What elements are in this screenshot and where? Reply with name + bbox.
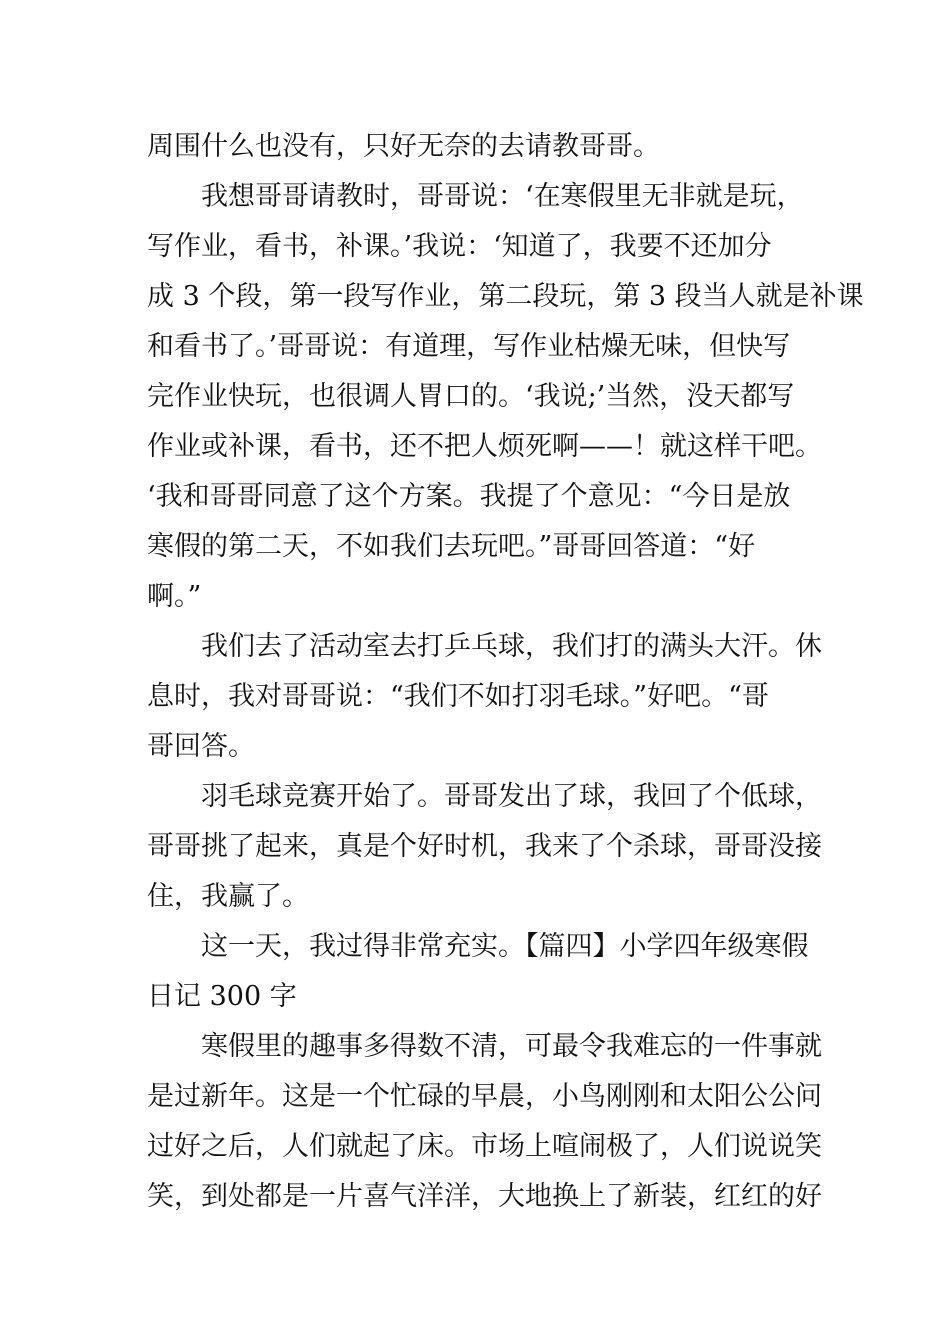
text-line: 息时，我对哥哥说：“我们不如打羽毛球。”好吧。“哥 xyxy=(147,681,769,712)
text-line: 住，我赢了。 xyxy=(147,881,309,912)
text-line: 和看书了。’哥哥说：有道理，写作业枯燥无味，但快写 xyxy=(147,331,791,362)
text-line: 日记 300 字 xyxy=(147,981,297,1012)
text-line: 啊。” xyxy=(147,581,202,612)
text-line: 寒假里的趣事多得数不清，可最令我难忘的一件事就 xyxy=(201,1031,822,1062)
text-line: 羽毛球竞赛开始了。哥哥发出了球，我回了个低球， xyxy=(201,781,822,812)
text-line: 作业或补课，看书，还不把人烦死啊——！就这样干吧。 xyxy=(147,431,822,462)
text-line: 是过新年。这是一个忙碌的早晨，小鸟刚刚和太阳公公问 xyxy=(147,1081,822,1112)
text-line: 过好之后，人们就起了床。市场上喧闹极了，人们说说笑 xyxy=(147,1131,822,1162)
text-line: ‘我和哥哥同意了这个方案。我提了个意见：“今日是放 xyxy=(147,481,791,512)
text-line: 哥哥挑了起来，真是个好时机，我来了个杀球，哥哥没接 xyxy=(147,831,822,862)
document-body xyxy=(147,122,864,1222)
text-line: 完作业快玩，也很调人胃口的。‘我说;’当然，没天都写 xyxy=(147,381,795,412)
text-line: 写作业，看书，补课。’我说：‘知道了，我要不还加分 xyxy=(147,231,772,262)
text-line: 成 3 个段，第一段写作业，第二段玩，第 3 段当人就是补课 xyxy=(147,281,864,312)
text-line: 周围什么也没有，只好无奈的去请教哥哥。 xyxy=(147,131,660,162)
text-line: 寒假的第二天，不如我们去玩吧。”哥哥回答道：“好 xyxy=(147,531,756,562)
text-line: 笑，到处都是一片喜气洋洋，大地换上了新装，红红的好 xyxy=(147,1181,822,1212)
text-line: 哥回答。 xyxy=(147,731,255,762)
text-line: 我们去了活动室去打乒乓球，我们打的满头大汗。休 xyxy=(201,631,822,662)
text-line: 我想哥哥请教时，哥哥说：‘在寒假里无非就是玩， xyxy=(201,181,804,212)
text-line: 这一天，我过得非常充实。【篇四】小学四年级寒假 xyxy=(201,931,809,962)
